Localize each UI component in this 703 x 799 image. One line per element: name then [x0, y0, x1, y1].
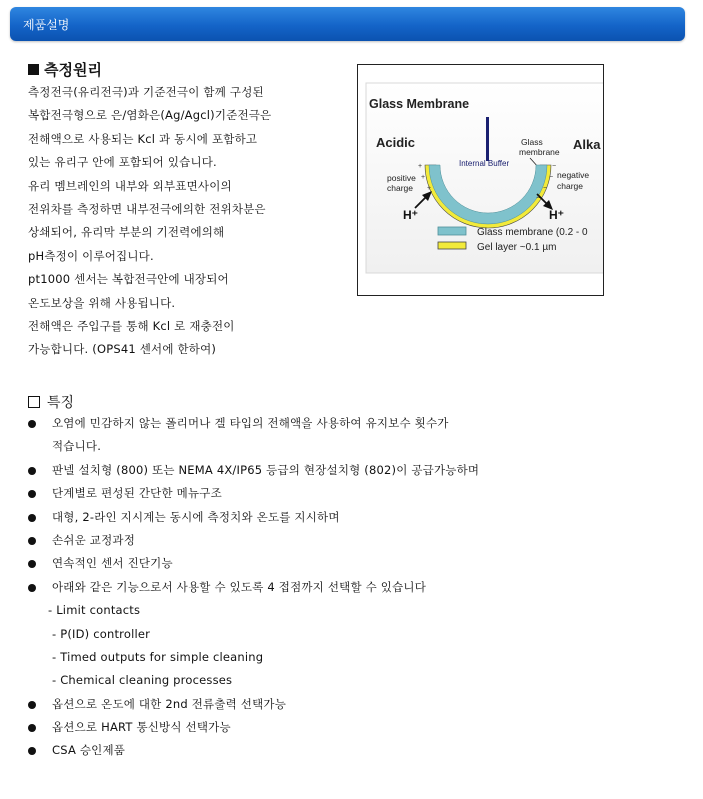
- features-title-text: 특징: [47, 395, 75, 411]
- minus-sign: −: [543, 185, 548, 192]
- glass-label-2: membrane: [519, 147, 560, 157]
- list-sub-item: [28, 599, 688, 622]
- principle-text: [28, 81, 348, 362]
- bullet-icon: [28, 467, 36, 475]
- list-item-text: 옵션으로 HART 통신방식 선택가능: [52, 720, 231, 735]
- list-item-text: 아래와 같은 기능으로서 사용할 수 있도록 4 접점까지 선택할 수 있습니다: [52, 579, 427, 594]
- bullet-icon: [28, 560, 36, 568]
- principle-title-text: 측정원리: [44, 61, 102, 79]
- principle-line: 전해액으로 사용되는 Kcl 과 동시에 포함하고: [28, 131, 258, 146]
- minus-sign: −: [552, 163, 557, 170]
- list-item: [28, 459, 688, 482]
- positive-charge-label-2: charge: [387, 183, 413, 193]
- internal-buffer-label: Internal Buffer: [459, 159, 510, 168]
- legend-glass-swatch: [438, 227, 466, 235]
- principle-line: 상쇄되어, 유리막 부분의 기전력에의해: [28, 225, 225, 240]
- legend-gel-swatch: [438, 242, 466, 249]
- negative-charge-label-2: charge: [557, 181, 583, 191]
- list-item: [28, 529, 688, 552]
- list-item: [28, 716, 688, 739]
- legend-glass-label: Glass membrane (0.2 - 0: [477, 227, 588, 238]
- list-item-text: CSA 승인제품: [52, 743, 126, 758]
- principle-line: 가능합니다. (OPS41 센서에 한하여): [28, 342, 217, 357]
- minus-sign: −: [536, 195, 541, 202]
- plus-sign: +: [427, 185, 432, 192]
- list-sub-item-text: - P(ID) controller: [52, 626, 151, 641]
- list-item: [28, 739, 688, 762]
- filled-square-icon: [28, 64, 39, 75]
- list-item-text: 적습니다.: [52, 439, 102, 454]
- principle-line: pH측정이 이루어집니다.: [28, 248, 154, 263]
- list-item: [28, 506, 688, 529]
- principle-line: 복합전극형으로 은/염화은(Ag/Agcl)기준전극은: [28, 108, 272, 123]
- features-list: [28, 412, 688, 763]
- minus-sign: −: [549, 174, 554, 181]
- legend-gel-label: Gel layer ~0.1 µm: [477, 242, 557, 253]
- list-item: [28, 552, 688, 575]
- bullet-icon: [28, 537, 36, 545]
- electrode-stem: [486, 117, 489, 161]
- principle-line: 전해액은 주입구를 통해 Kcl 로 재충전이: [28, 319, 235, 334]
- principle-line: 전위차를 측정하면 내부전극에의한 전위차분은: [28, 202, 266, 217]
- list-sub-item: [28, 669, 688, 692]
- principle-title: [28, 59, 102, 80]
- bullet-icon: [28, 724, 36, 732]
- glass-membrane-diagram: [358, 65, 603, 295]
- list-item: [28, 482, 688, 505]
- positive-charge-label-1: positive: [387, 173, 416, 183]
- list-item-text: 손쉬운 교정과정: [52, 532, 136, 547]
- negative-charge-label-1: negative: [557, 170, 590, 180]
- list-sub-item-text: - Limit contacts: [48, 603, 141, 618]
- glass-membrane-figure: [357, 64, 604, 296]
- principle-line: 유리 멤브레인의 내부와 외부표면사이의: [28, 178, 232, 193]
- glass-label-1: Glass: [521, 137, 543, 147]
- features-title: [28, 392, 74, 412]
- list-item-text: 대형, 2-라인 지시계는 동시에 측정치와 온도를 지시하며: [52, 509, 340, 524]
- list-item-text: 단계별로 편성된 간단한 메뉴구조: [52, 486, 222, 501]
- list-sub-item: [28, 623, 688, 646]
- plus-sign: +: [418, 163, 423, 170]
- bullet-icon: [28, 490, 36, 498]
- list-item: [28, 435, 688, 458]
- alkaline-label: Alka: [573, 137, 601, 152]
- bullet-icon: [28, 514, 36, 522]
- h-ion-right: H⁺: [549, 208, 564, 222]
- bullet-icon: [28, 420, 36, 428]
- list-item-text: 오염에 민감하지 않는 폴리머나 겔 타입의 전해액을 사용하여 유지보수 횟수가: [52, 416, 449, 430]
- list-sub-item-text: - Timed outputs for simple cleaning: [52, 649, 264, 664]
- list-sub-item-text: - Chemical cleaning processes: [52, 673, 233, 688]
- principle-line: 있는 유리구 안에 포함되어 있습니다.: [28, 155, 217, 170]
- bullet-icon: [28, 701, 36, 709]
- figure-title: Glass Membrane: [369, 97, 470, 111]
- bullet-icon: [28, 584, 36, 592]
- bullet-icon: [28, 747, 36, 755]
- principle-line: 측정전극(유리전극)과 기준전극이 함께 구성된: [28, 85, 264, 99]
- list-item: [28, 693, 688, 716]
- list-sub-item: [28, 646, 688, 669]
- header-bar: [10, 7, 685, 41]
- header-title: 제품설명: [23, 18, 70, 32]
- plus-sign: +: [421, 174, 426, 181]
- principle-line: pt1000 센서는 복합전극안에 내장되어: [28, 272, 229, 287]
- list-item: [28, 412, 688, 435]
- acidic-label: Acidic: [376, 135, 416, 150]
- h-ion-left: H⁺: [403, 208, 418, 222]
- principle-line: 온도보상을 위해 사용됩니다.: [28, 295, 176, 310]
- empty-square-icon: [28, 396, 40, 408]
- list-item-text: 옵션으로 온도에 대한 2nd 전류출력 선택가능: [52, 696, 287, 711]
- list-item-text: 판넬 설치형 (800) 또는 NEMA 4X/IP65 등급의 현장설치형 (802)이 공급가능하며: [52, 462, 480, 477]
- list-item: [28, 576, 688, 599]
- list-item-text: 연속적인 센서 진단기능: [52, 556, 173, 571]
